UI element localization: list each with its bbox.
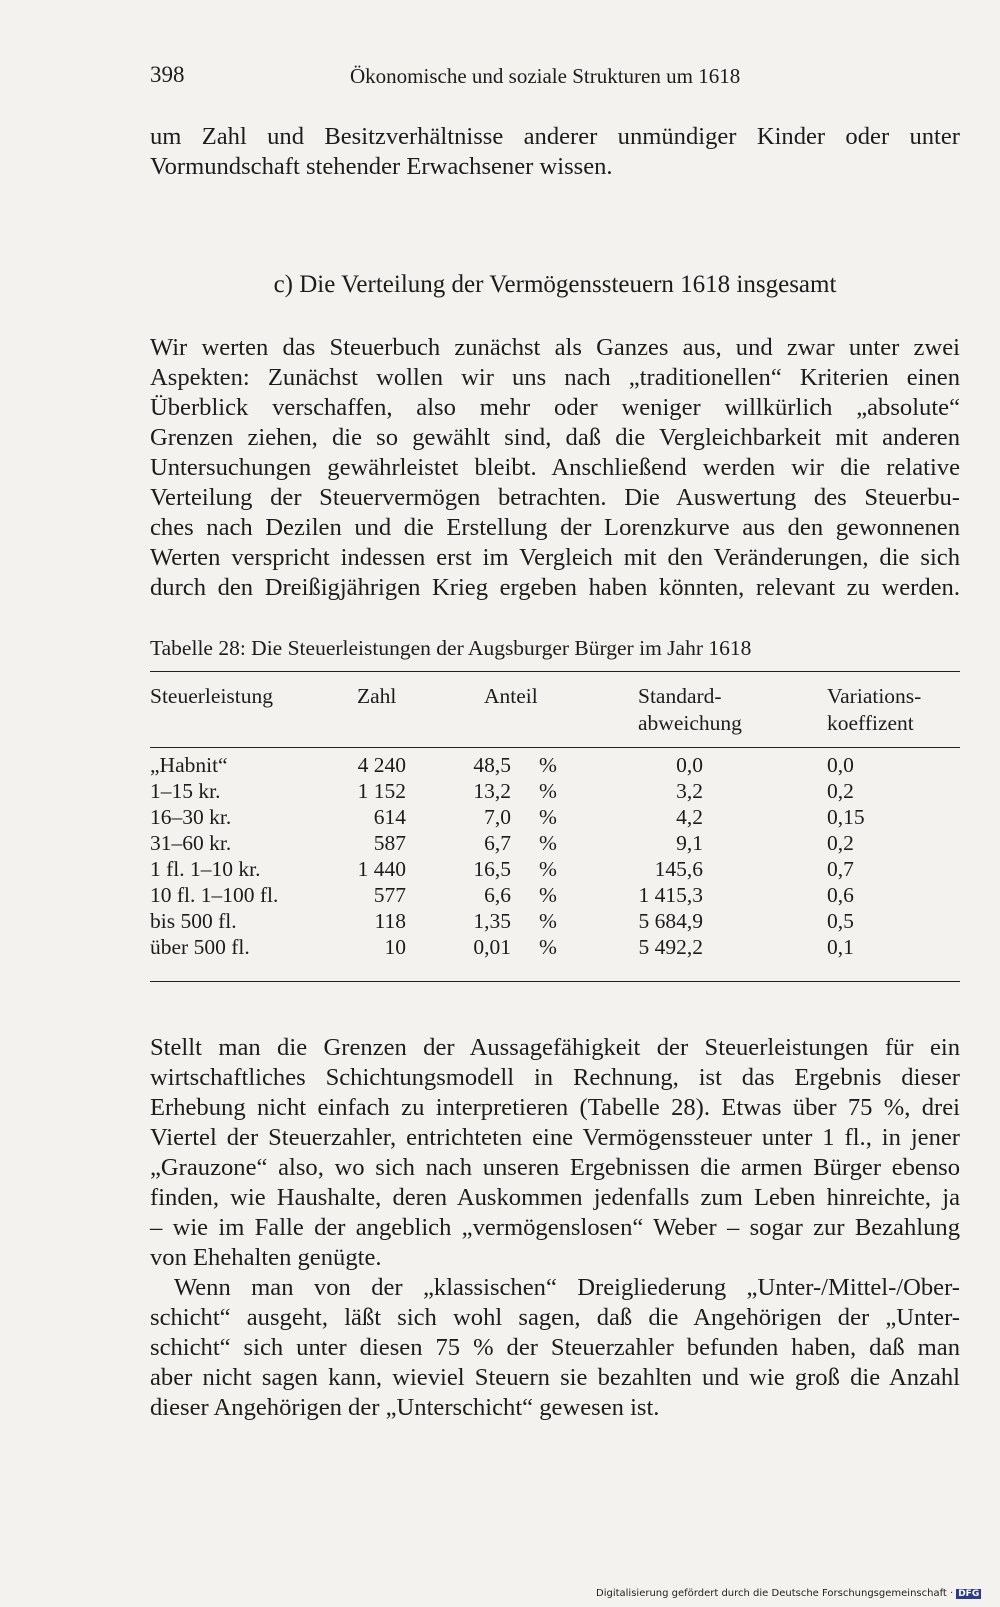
header-steuerleistung: Steuerleistung: [150, 684, 274, 708]
cell-variationskoeffizent: 0,6: [827, 883, 854, 907]
text-line: Überblick verschaffen, also mehr oder weniger willkürlich „absolute“: [150, 394, 960, 421]
cell-standardabweichung: 1 415,3: [638, 883, 703, 907]
header-zahl: Zahl: [357, 684, 397, 708]
cell-anteil: 7,0: [484, 805, 511, 829]
cell-steuerleistung: über 500 fl.: [150, 935, 250, 959]
text-line: wirtschaftliches Schichtungsmodell in Rechnung, ist das Ergebnis dieser: [150, 1064, 960, 1091]
cell-variationskoeffizent: 0,2: [827, 831, 854, 855]
cell-percent-sign: %: [539, 935, 557, 959]
text-line: Viertel der Steuerzahler, entrichteten eine Vermögenssteuer unter 1 fl., in jener: [150, 1124, 960, 1151]
cell-percent-sign: %: [539, 805, 557, 829]
cell-steuerleistung: 1 fl. 1–10 kr.: [150, 857, 261, 881]
running-header: [150, 62, 960, 92]
table-caption: Tabelle 28: Die Steuerleistungen der Augsburger Bürger im Jahr 1618: [150, 636, 752, 660]
text-line: Untersuchungen gewährleistet bleibt. Anschließend werden wir die relative: [150, 454, 960, 481]
cell-steuerleistung: 10 fl. 1–100 fl.: [150, 883, 279, 907]
cell-zahl: 1 440: [357, 857, 406, 881]
paragraph-2: [150, 333, 960, 603]
cell-percent-sign: %: [539, 857, 557, 881]
cell-anteil: 48,5: [473, 753, 511, 777]
cell-zahl: 4 240: [357, 753, 406, 777]
cell-anteil: 1,35: [473, 909, 511, 933]
text-line: aber nicht sagen kann, wieviel Steuern sie bezahlten und wie groß die Anzahl: [150, 1364, 960, 1391]
cell-zahl: 10: [384, 935, 406, 959]
text-line: schicht“ ausgeht, läßt sich wohl sagen, daß die Angehörigen der „Unter-: [150, 1304, 960, 1331]
cell-steuerleistung: bis 500 fl.: [150, 909, 237, 933]
cell-variationskoeffizent: 0,2: [827, 779, 854, 803]
cell-steuerleistung: 1–15 kr.: [150, 779, 221, 803]
cell-zahl: 587: [373, 831, 406, 855]
cell-variationskoeffizent: 0,7: [827, 857, 854, 881]
cell-anteil: 13,2: [473, 779, 511, 803]
cell-percent-sign: %: [539, 909, 557, 933]
cell-anteil: 6,6: [484, 883, 511, 907]
page-number: 398: [150, 62, 185, 87]
header-anteil: Anteil: [484, 684, 538, 708]
table-top-rule: [150, 671, 960, 672]
cell-percent-sign: %: [539, 779, 557, 803]
running-title: Ökonomische und soziale Strukturen um 1618: [350, 64, 741, 88]
text-line: Erhebung nicht einfach zu interpretieren (Tabelle 28). Etwas über 75 %, drei: [150, 1094, 960, 1121]
cell-zahl: 577: [373, 883, 406, 907]
paragraph-4: [150, 1273, 960, 1423]
cell-zahl: 614: [373, 805, 406, 829]
cell-standardabweichung: 4,2: [676, 805, 703, 829]
text-line: schicht“ sich unter diesen 75 % der Steuerzahler befunden haben, daß man: [150, 1334, 960, 1361]
table-bottom-rule: [150, 981, 960, 982]
text-line: – wie im Falle der angeblich „vermögenslosen“ Weber – sogar zur Bezahlung: [150, 1214, 960, 1241]
text-line: Verteilung der Steuervermögen betrachten. Die Auswertung des Steuerbu-: [150, 484, 960, 511]
cell-standardabweichung: 0,0: [676, 753, 703, 777]
cell-anteil: 0,01: [473, 935, 511, 959]
text-line: Vormundschaft stehender Erwachsener wissen.: [150, 153, 613, 180]
digitization-footer: [596, 1588, 981, 1599]
paragraph-3: [150, 1033, 960, 1273]
footer-text: Digitalisierung gefördert durch die Deutsche Forschungsgemeinschaft ·: [596, 1588, 954, 1599]
cell-anteil: 16,5: [473, 857, 511, 881]
header-standardabweichung-2: abweichung: [638, 711, 742, 735]
text-line: Werten verspricht indessen erst im Vergleich mit den Veränderungen, die sich: [150, 544, 960, 571]
text-line: Stellt man die Grenzen der Aussagefähigkeit der Steuerleistungen für ein: [150, 1034, 960, 1061]
cell-variationskoeffizent: 0,5: [827, 909, 854, 933]
text-line: „Grauzone“ also, wo sich nach unseren Ergebnissen die armen Bürger ebenso: [150, 1154, 960, 1181]
text-line: Grenzen ziehen, die so gewählt sind, daß die Vergleichbarkeit mit anderen: [150, 424, 960, 451]
cell-percent-sign: %: [539, 883, 557, 907]
text-line: um Zahl und Besitzverhältnisse anderer unmündiger Kinder oder unter: [150, 123, 960, 150]
table-header-rule: [150, 747, 960, 748]
cell-steuerleistung: 16–30 kr.: [150, 805, 232, 829]
cell-steuerleistung: 31–60 kr.: [150, 831, 232, 855]
cell-standardabweichung: 5 684,9: [638, 909, 703, 933]
cell-zahl: 118: [374, 909, 406, 933]
paragraph-1: [150, 122, 960, 182]
cell-variationskoeffizent: 0,1: [827, 935, 854, 959]
header-variationskoeffizent-2: koeffizent: [827, 711, 914, 735]
header-standardabweichung-1: Standard-: [638, 684, 722, 708]
text-line: Wenn man von der „klassischen“ Dreigliederung „Unter-/Mittel-/Ober-: [174, 1274, 960, 1301]
header-variationskoeffizent-1: Variations-: [827, 684, 922, 708]
cell-standardabweichung: 5 492,2: [638, 935, 703, 959]
cell-anteil: 6,7: [484, 831, 511, 855]
cell-standardabweichung: 3,2: [676, 779, 703, 803]
text-line: finden, wie Haushalte, deren Auskommen jedenfalls zum Leben hinreichte, ja: [150, 1184, 960, 1211]
text-line: ches nach Dezilen und die Erstellung der Lorenzkurve aus den gewonnenen: [150, 514, 960, 541]
dfg-logo: DFG: [958, 1589, 980, 1599]
cell-standardabweichung: 9,1: [676, 831, 703, 855]
cell-percent-sign: %: [539, 753, 557, 777]
cell-steuerleistung: „Habnit“: [150, 753, 228, 777]
text-line: von Ehehalten genügte.: [150, 1244, 382, 1271]
text-line: Wir werten das Steuerbuch zunächst als Ganzes aus, und zwar unter zwei: [150, 334, 960, 361]
cell-percent-sign: %: [539, 831, 557, 855]
cell-standardabweichung: 145,6: [654, 857, 703, 881]
text-line: dieser Angehörigen der „Unterschicht“ gewesen ist.: [150, 1394, 660, 1421]
cell-zahl: 1 152: [357, 779, 406, 803]
cell-variationskoeffizent: 0,0: [827, 753, 854, 777]
cell-variationskoeffizent: 0,15: [827, 805, 865, 829]
text-line: Aspekten: Zunächst wollen wir uns nach „traditionellen“ Kriterien einen: [150, 364, 960, 391]
text-line: durch den Dreißigjährigen Krieg ergeben haben könnten, relevant zu werden.: [150, 574, 960, 601]
section-heading: c) Die Verteilung der Vermögenssteuern 1618 insgesamt: [273, 271, 837, 298]
